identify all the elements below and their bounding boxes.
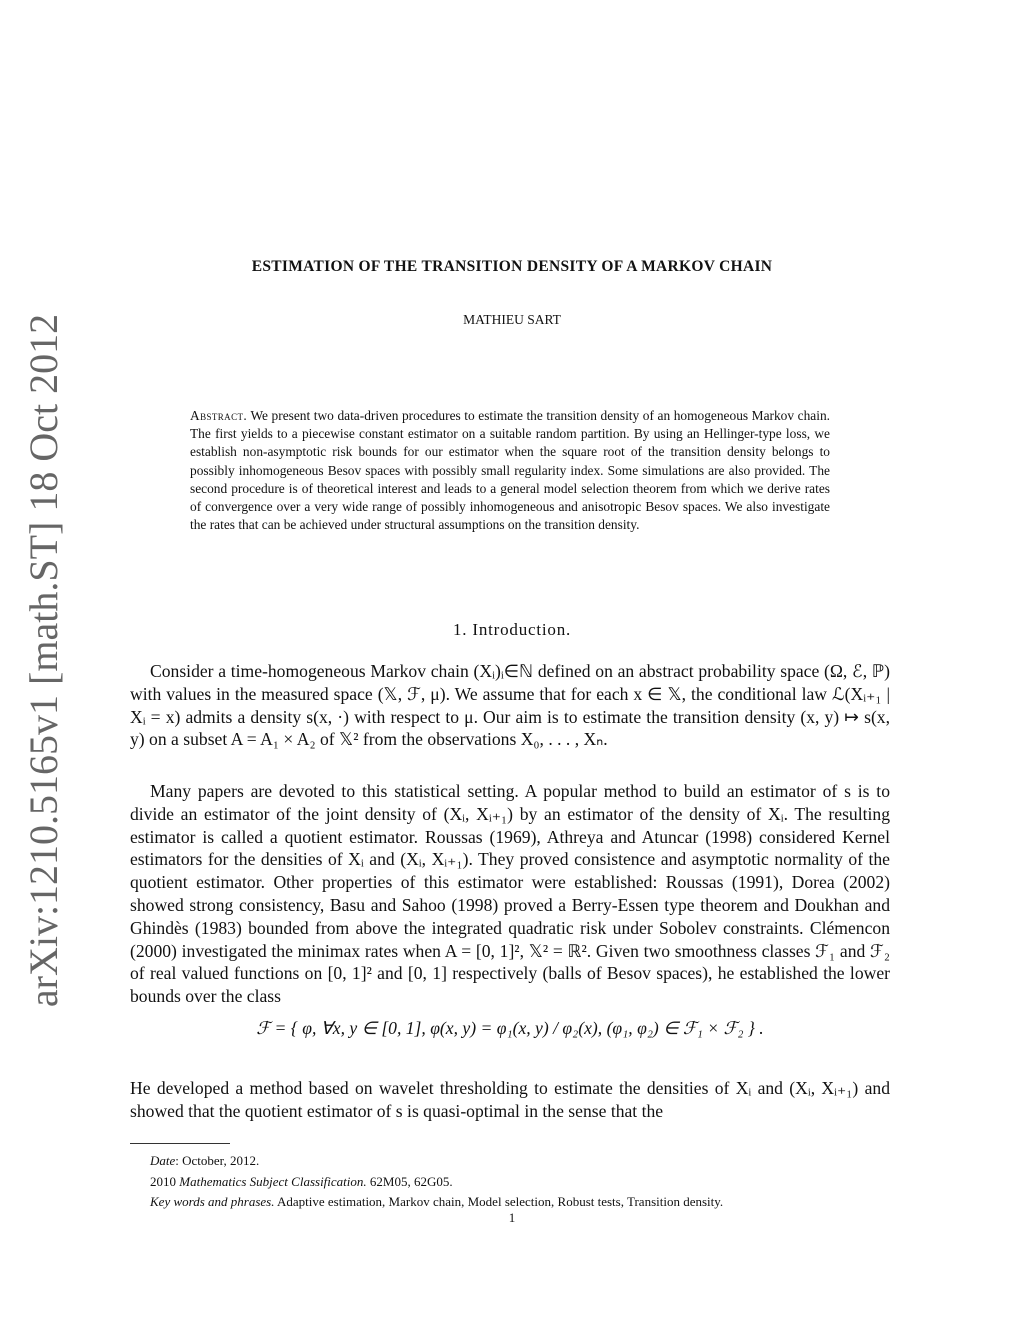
body-paragraph-3 bbox=[130, 1077, 890, 1123]
paragraph-text: Consider a time-homogeneous Markov chain (Xᵢ)ᵢ∈ℕ defined on an abstract probability space (Ω, ℰ, ℙ) with values in the measured space (𝕏, ℱ, μ). We assume that for each x ∈ 𝕏, the conditional law ℒ(Xᵢ₊₁ | Xᵢ = x) admits a density s(x, ·) with respect to μ. Our aim is to estimate the transition density (x, y) ↦ s(x, y) on a subset A = A₁ × A₂ of 𝕏² from the observations X₀, . . . , Xₙ. bbox=[130, 661, 890, 750]
footnote-keywords-label: Key words and phrases. bbox=[150, 1194, 275, 1209]
body-paragraph-1 bbox=[130, 660, 890, 751]
footnote-msc bbox=[130, 1172, 890, 1193]
paper-title: ESTIMATION OF THE TRANSITION DENSITY OF A MARKOV CHAIN bbox=[251, 258, 773, 275]
footnote-msc-value: 62M05, 62G05. bbox=[366, 1173, 453, 1189]
arxiv-identifier-text: arXiv:1210.5165v1 [math.ST] 18 Oct 2012 bbox=[21, 313, 67, 1007]
abstract-text: We present two data-driven procedures to estimate the transition density of an homogeneous Markov chain. The first yields to a piecewise constant estimator on a suitable random partition. By using an Hellinger-type loss, we establish non-asymptotic risk bounds for our estimator when the square root of the transition density belongs to possibly inhomogeneous Besov spaces with possibly small regularity index. Some simulations are also provided. The second procedure is of theoretical interest and leads to a general model selection theorem from which we derive rates of convergence over a very wide range of possibly inhomogeneous and anisotropic Besov spaces. We also investigate the rates that can be achieved under structural assumptions on the transition density. bbox=[190, 408, 830, 533]
author-name: MATHIEU SART bbox=[463, 312, 561, 327]
footnote-date-value: : October, 2012. bbox=[175, 1153, 260, 1168]
page-number: 1 bbox=[508, 1210, 516, 1225]
footnote-divider bbox=[130, 1143, 230, 1144]
paragraph-text: He developed a method based on wavelet thresholding to estimate the densities of Xᵢ and (Xᵢ, Xᵢ₊₁) and showed that the quotient estimator of s is quasi-optimal in the sense that the bbox=[130, 1078, 890, 1121]
footnote-keywords-value: Adaptive estimation, Markov chain, Model selection, Robust tests, Transition density. bbox=[274, 1194, 724, 1209]
footnote-date bbox=[130, 1151, 890, 1172]
footnote-msc-year: 2010 bbox=[150, 1173, 180, 1189]
abstract bbox=[190, 407, 830, 534]
display-equation: ℱ = { φ, ∀x, y ∈ [0, 1], φ(x, y) = φ₁(x, y) / φ₂(x), (φ₁, φ₂) ∈ ℱ₁ × ℱ₂ } . bbox=[256, 1018, 764, 1038]
section-heading bbox=[0, 620, 1024, 640]
footnote-date-label: Date bbox=[150, 1153, 176, 1168]
section-number: 1. bbox=[452, 620, 468, 639]
paragraph-text: Many papers are devoted to this statistical setting. A popular method to build an estimator of s is to divide an estimator of the joint density of (Xᵢ, Xᵢ₊₁) by an estimator of the density of Xᵢ. The resulting estimator is called a quotient estimator. Roussas (1969), Athreya and Atuncar (1998) considered Kernel estimators for the densities of Xᵢ and (Xᵢ, Xᵢ₊₁). They proved consistence and asymptotic normality of the quotient estimator. Other properties of this estimator were established: Roussas (1991), Dorea (2002) showed strong consistency, Basu and Sahoo (1998) proved a Berry-Essen type theorem and Doukhan and Ghindès (1983) bounded from above the integrated quadratic risk under Sobolev constraints. Clémencon (2000) investigated the minimax rates when A = [0, 1]², 𝕏² = ℝ². Given two smoothness classes ℱ₁ and ℱ₂ of real valued functions on [0, 1]² and [0, 1] respectively (balls of Besov spaces), he established the lower bounds over the class bbox=[130, 781, 890, 1007]
footnotes bbox=[130, 1151, 890, 1213]
abstract-label: Abstract. bbox=[190, 408, 248, 423]
section-title: Introduction. bbox=[472, 620, 572, 639]
body-paragraph-2 bbox=[130, 780, 890, 1008]
footnote-msc-label: Mathematics Subject Classification. bbox=[179, 1173, 367, 1189]
arxiv-identifier-stamp bbox=[14, 313, 74, 1007]
